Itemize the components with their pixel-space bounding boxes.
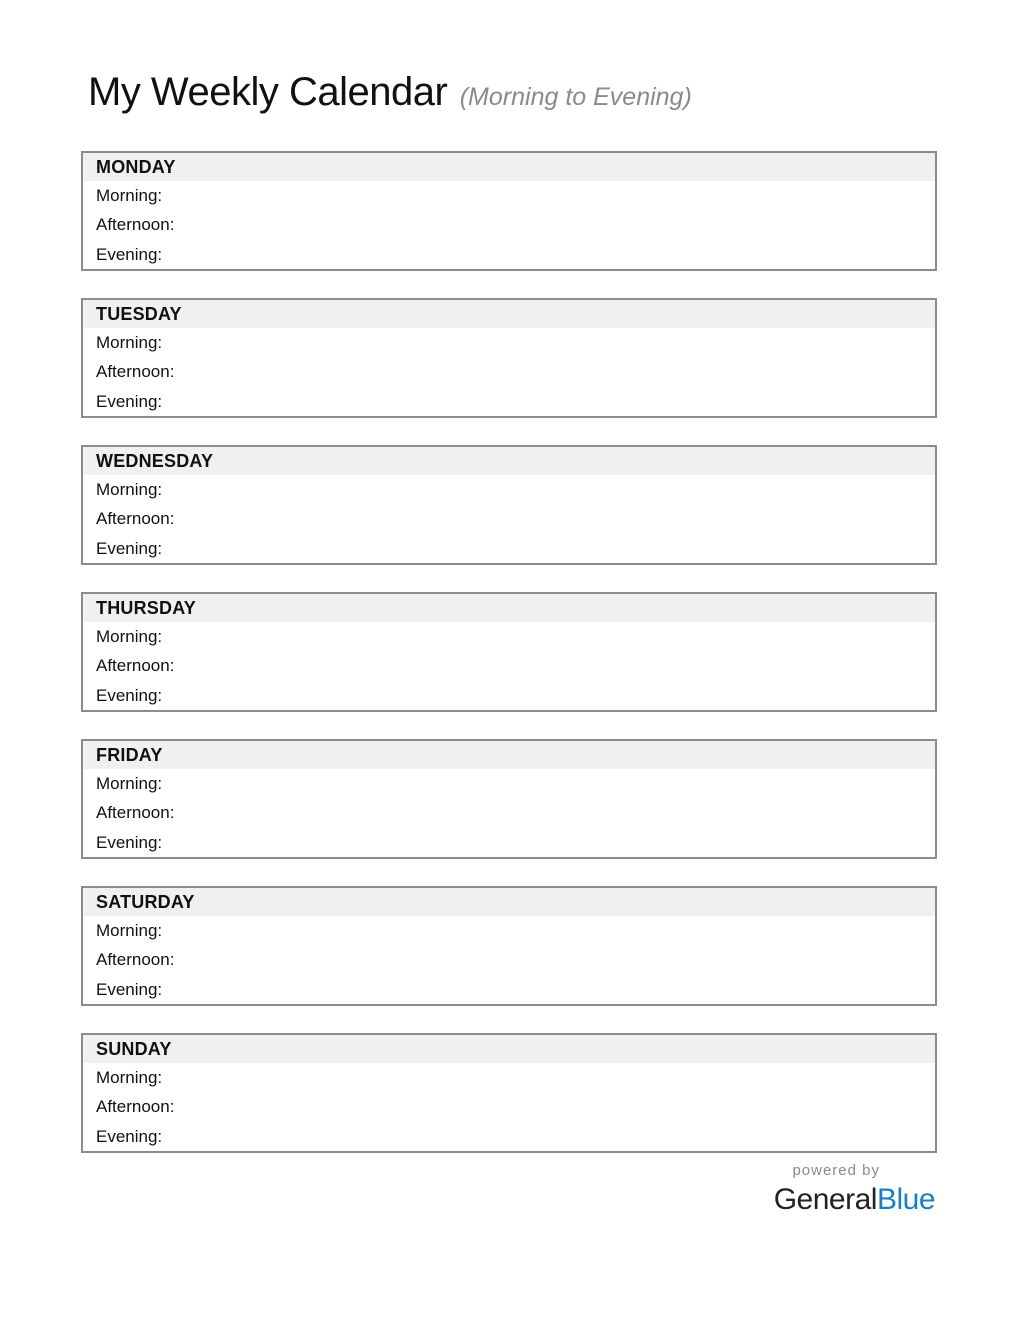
day-block-thursday: [81, 592, 937, 712]
slot-morning: Morning:: [96, 1068, 163, 1087]
day-block-sunday: [81, 1033, 937, 1153]
day-header: SUNDAY: [83, 1035, 935, 1063]
slot-afternoon: Afternoon:: [96, 1097, 175, 1117]
slot-afternoon: Afternoon:: [96, 509, 175, 529]
slot-morning: Morning:: [96, 333, 163, 352]
slot-evening: Evening:: [96, 244, 163, 264]
slot-evening: Evening:: [96, 685, 163, 705]
slot-evening: Evening:: [96, 391, 163, 411]
brand-logo: [774, 1162, 935, 1215]
slot-morning: Morning:: [96, 774, 163, 793]
day-header: WEDNESDAY: [83, 447, 935, 475]
powered-by-text: powered by: [792, 1162, 880, 1179]
day-header: MONDAY: [83, 153, 935, 181]
day-header: THURSDAY: [83, 594, 935, 622]
slot-evening: Evening:: [96, 1126, 163, 1146]
brand-name-general: General: [773, 1183, 877, 1216]
page-title: [88, 72, 692, 112]
slot-morning: Morning:: [96, 921, 163, 940]
slot-morning: Morning:: [96, 186, 163, 205]
day-block-saturday: [81, 886, 937, 1006]
slot-morning: Morning:: [96, 627, 163, 646]
slot-evening: Evening:: [96, 832, 163, 852]
day-block-friday: [81, 739, 937, 859]
slot-afternoon: Afternoon:: [96, 215, 175, 235]
day-block-monday: [81, 151, 937, 271]
brand-name: [774, 1185, 935, 1215]
slot-evening: Evening:: [96, 538, 163, 558]
day-header: FRIDAY: [83, 741, 935, 769]
slot-afternoon: Afternoon:: [96, 362, 175, 382]
slot-afternoon: Afternoon:: [96, 803, 175, 823]
slot-evening: Evening:: [96, 979, 163, 999]
day-block-wednesday: [81, 445, 937, 565]
week-days: [81, 151, 937, 1180]
slot-afternoon: Afternoon:: [96, 656, 175, 676]
calendar-subtitle: (Morning to Evening): [459, 83, 692, 111]
day-header: SATURDAY: [83, 888, 935, 916]
calendar-title: My Weekly Calendar: [88, 70, 448, 114]
slot-afternoon: Afternoon:: [96, 950, 175, 970]
slot-morning: Morning:: [96, 480, 163, 499]
day-header: TUESDAY: [83, 300, 935, 328]
day-block-tuesday: [81, 298, 937, 418]
brand-name-blue: Blue: [876, 1183, 935, 1216]
